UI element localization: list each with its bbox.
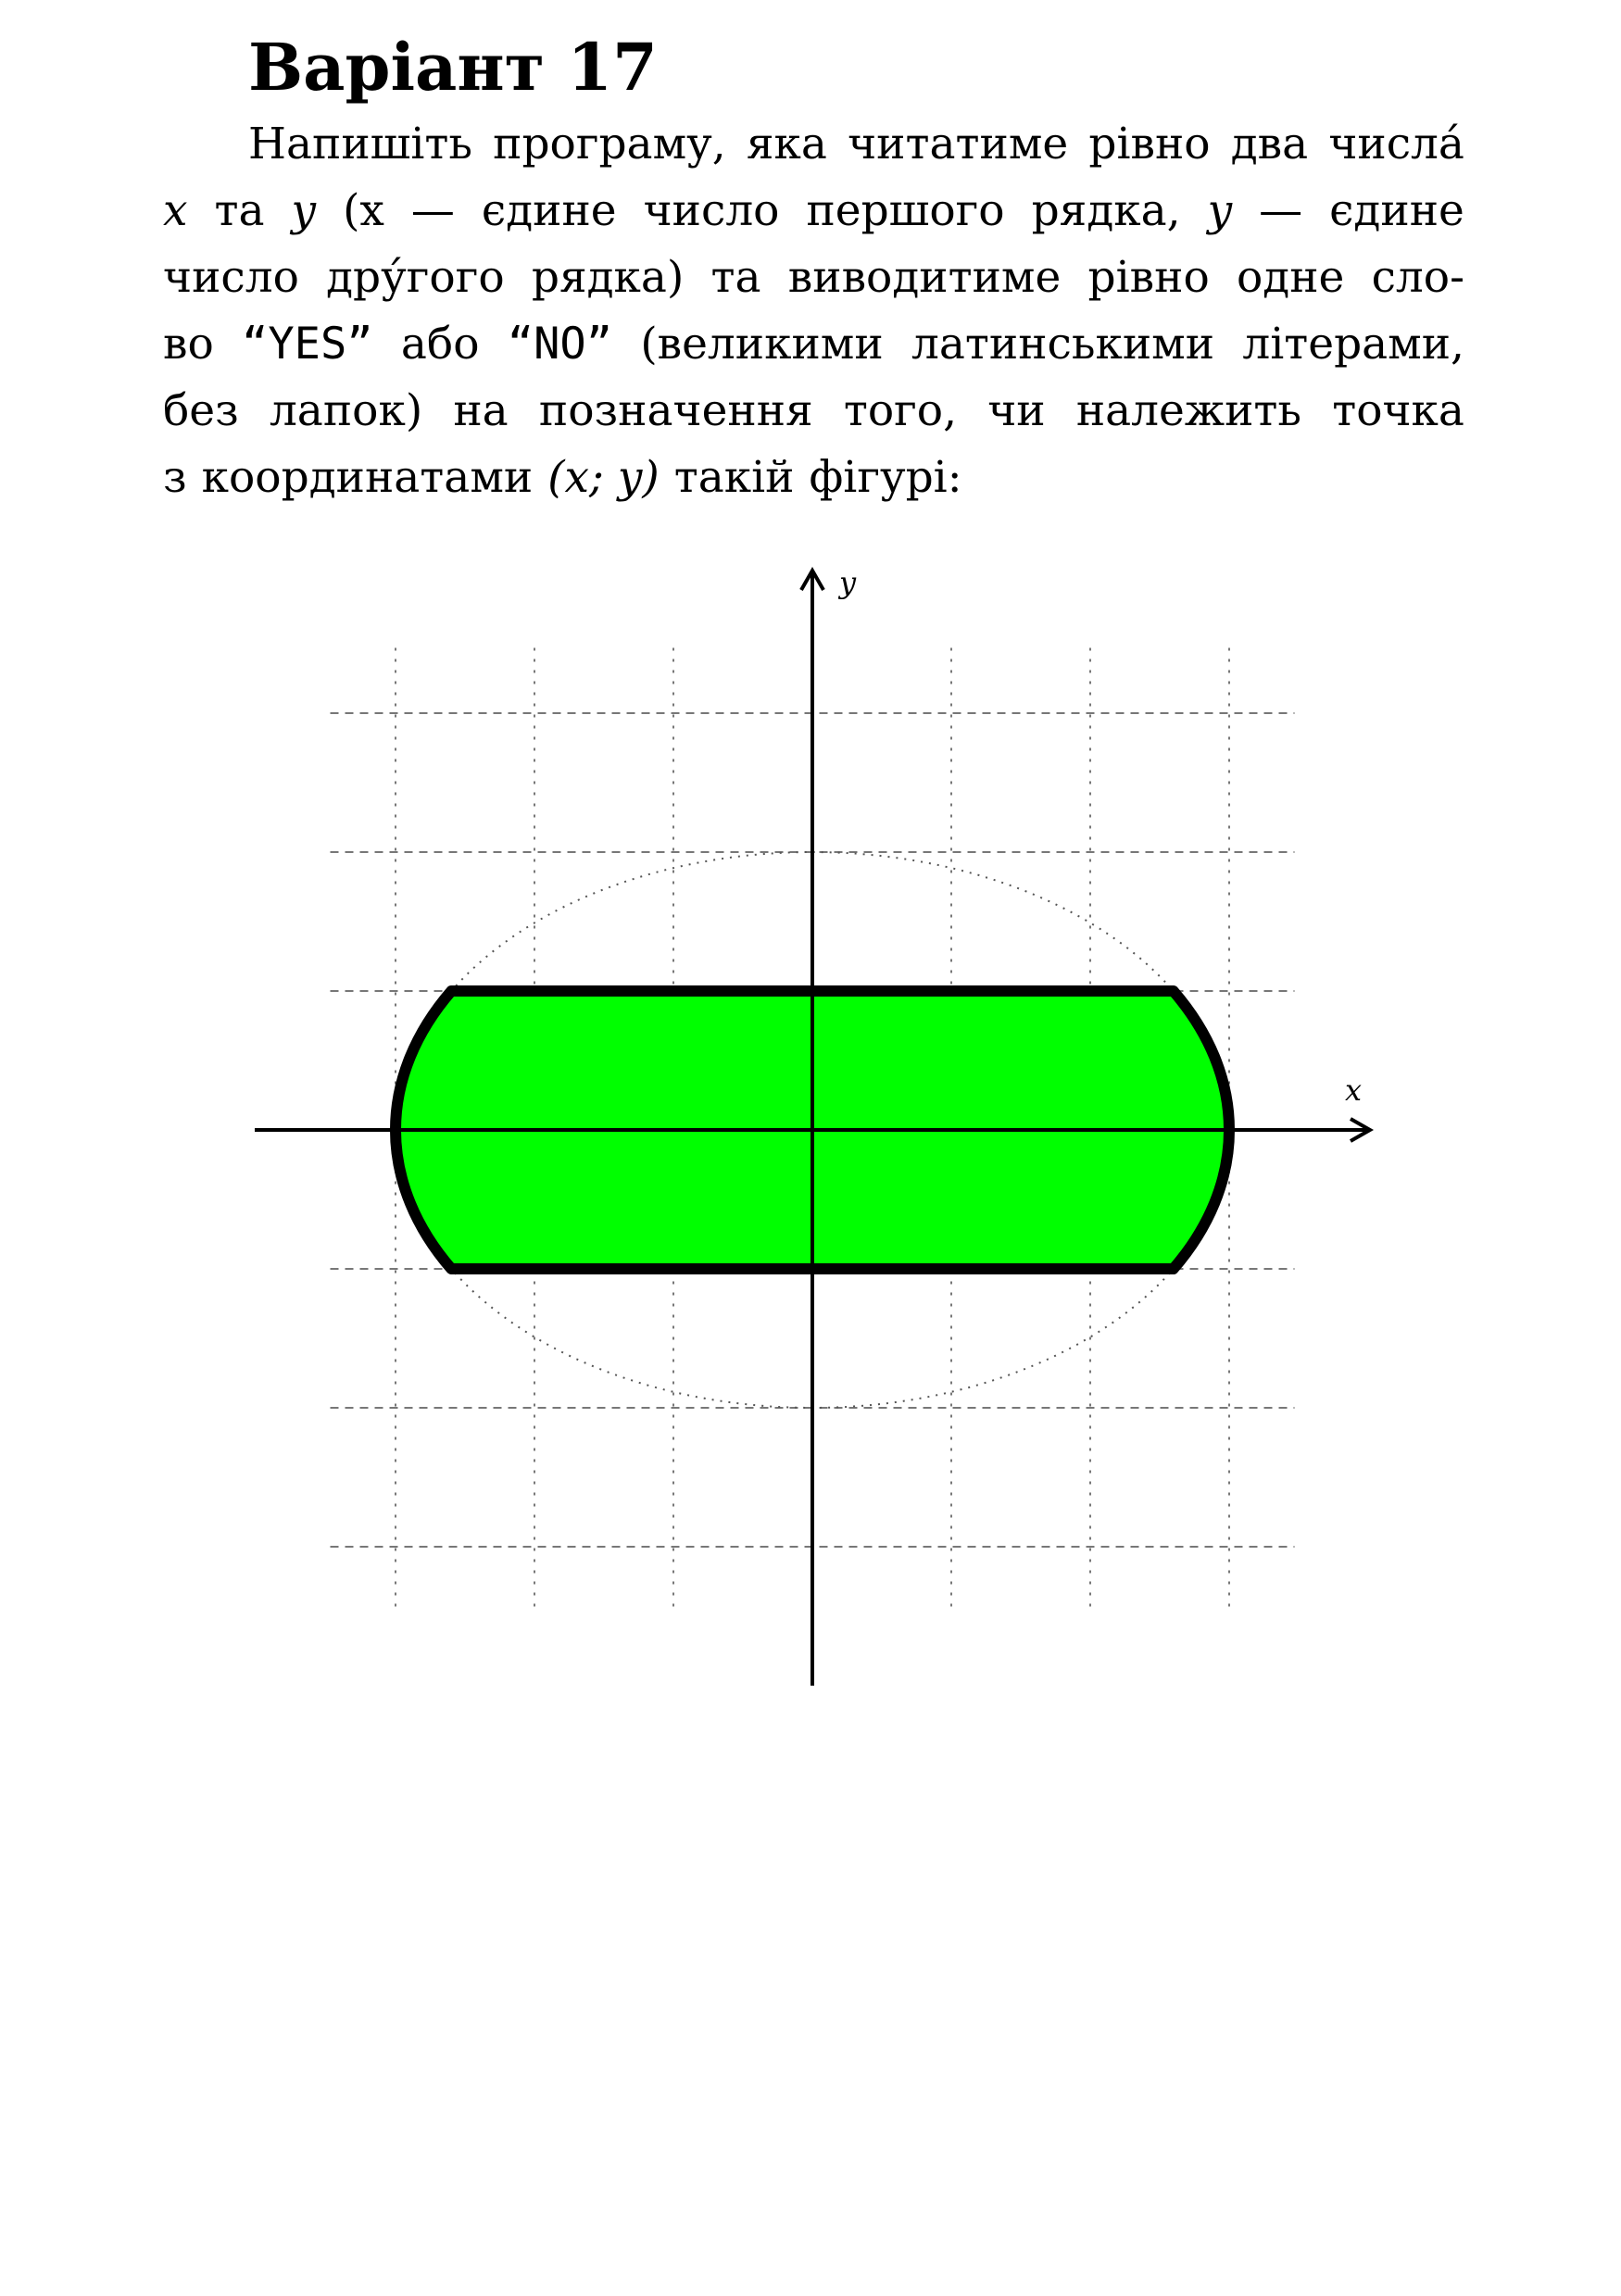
word: сло- [1371,252,1464,303]
word: та [710,252,761,303]
word: число [643,185,780,236]
word: числа́ [1328,119,1464,169]
word: без [163,385,239,436]
word: з [163,452,187,503]
word: (x [343,185,384,236]
word: першого [806,185,1005,236]
word: координатами [201,452,534,503]
word: два [1230,119,1309,169]
dash: — [410,185,455,236]
word: виводитиме [787,252,1062,303]
word: читатиме [848,119,1069,169]
word: фігурі: [809,452,962,503]
word: єдине [481,185,617,236]
word: дру́гого [326,252,505,303]
var-x: x [163,185,188,236]
word: літерами, [1242,319,1464,370]
var-y: y [291,185,317,236]
var-y: y [1207,185,1233,236]
word: рядка) [531,252,685,303]
word: точка [1332,385,1464,436]
word: того, [843,385,958,436]
word: або [400,319,480,370]
y-axis-label: y [839,565,857,600]
word: Напишіть [248,119,472,169]
word: (великими [640,319,884,370]
word: одне [1236,252,1345,303]
word: такій [673,452,795,503]
word: рівно [1087,252,1210,303]
word: число [163,252,299,303]
word: яка [746,119,827,169]
x-axis-label: x [1345,1073,1363,1108]
word: на [453,385,509,436]
point-coords: (x; y) [547,452,660,503]
page-title: Варіант 17 [248,29,658,106]
word: во [163,319,214,370]
word: єдине [1329,185,1464,236]
word: рядка, [1031,185,1181,236]
word: чи [987,385,1046,436]
no-literal: “NO” [507,319,612,370]
word: належить [1075,385,1301,436]
word: лапок) [269,385,423,436]
word: та [214,185,265,236]
word: програму, [493,119,726,169]
word: латинськими [911,319,1215,370]
word: позначення [538,385,813,436]
yes-literal: “YES” [242,319,373,370]
word: рівно [1088,119,1211,169]
dash: — [1259,185,1303,236]
